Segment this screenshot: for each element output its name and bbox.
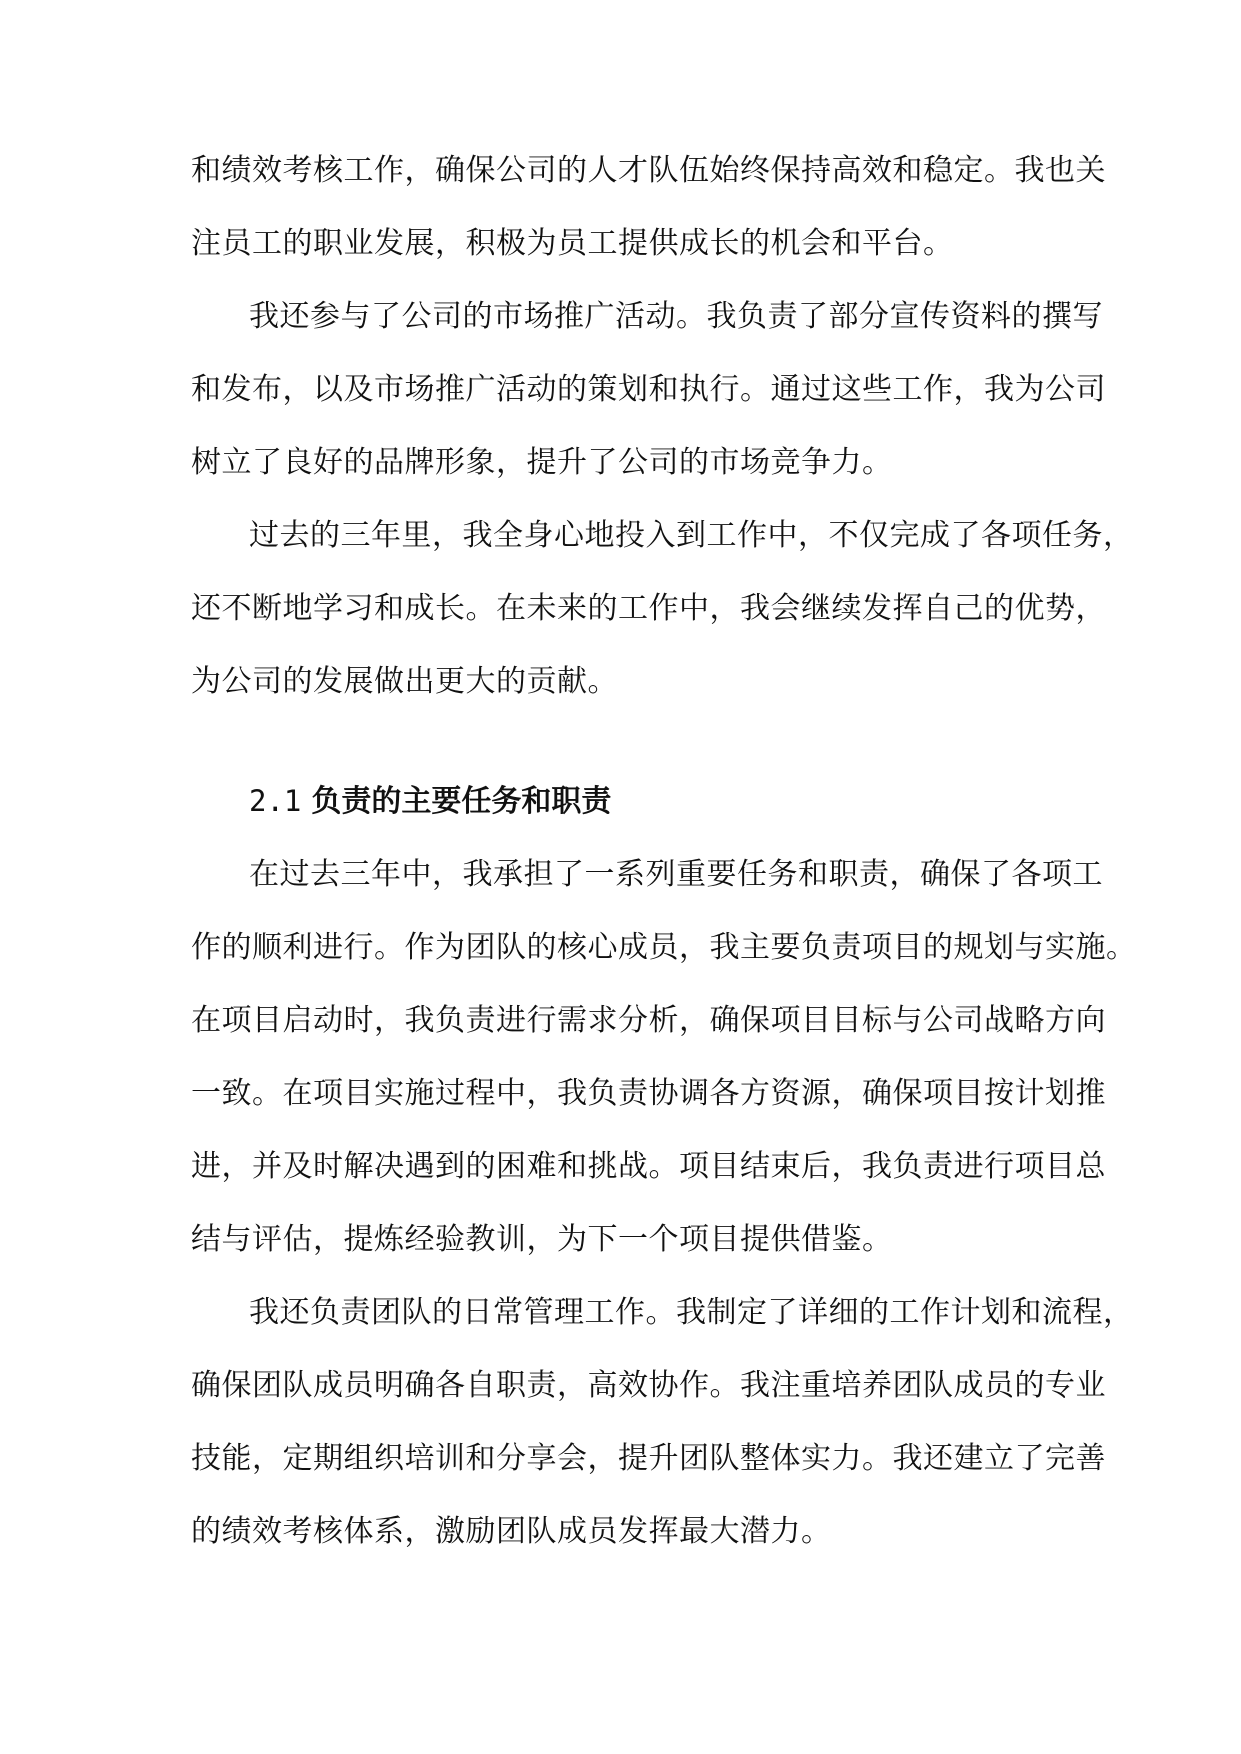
paragraph-hr-continuation — [191, 134, 1106, 280]
paragraph-line: 过去的三年里，我全身心地投入到工作中，不仅完成了各项任务， — [249, 518, 1134, 553]
paragraph-line: 我还负责团队的日常管理工作。我制定了详细的工作计划和流程， — [249, 1295, 1134, 1330]
paragraph-line: 在过去三年中，我承担了一系列重要任务和职责，确保了各项工 — [249, 857, 1103, 892]
paragraph-line: 确保团队成员明确各自职责，高效协作。我注重培养团队成员的专业 — [191, 1368, 1106, 1403]
paragraph-three-years — [191, 499, 1134, 718]
section-number: 2.1 — [249, 784, 302, 818]
paragraph-line: 进，并及时解决遇到的困难和挑战。项目结束后，我负责进行项目总 — [191, 1149, 1106, 1184]
paragraph-team-management — [191, 1276, 1134, 1568]
paragraph-line: 为公司的发展做出更大的贡献。 — [191, 664, 618, 699]
paragraph-line: 注员工的职业发展，积极为员工提供成长的机会和平台。 — [191, 226, 954, 261]
paragraph-responsibilities — [191, 838, 1137, 1276]
paragraph-line: 结与评估，提炼经验教训，为下一个项目提供借鉴。 — [191, 1222, 893, 1257]
paragraph-line: 一致。在项目实施过程中，我负责协调各方资源，确保项目按计划推 — [191, 1076, 1106, 1111]
paragraph-line: 还不断地学习和成长。在未来的工作中，我会继续发挥自己的优势， — [191, 591, 1106, 626]
section-title: 负责的主要任务和职责 — [311, 784, 612, 819]
section-heading — [191, 765, 1061, 838]
paragraph-line: 作的顺利进行。作为团队的核心成员，我主要负责项目的规划与实施。 — [191, 930, 1137, 965]
paragraph-line: 的绩效考核体系，激励团队成员发挥最大潜力。 — [191, 1514, 832, 1549]
paragraph-line: 和绩效考核工作，确保公司的人才队伍始终保持高效和稳定。我也关 — [191, 153, 1106, 188]
paragraph-line: 我还参与了公司的市场推广活动。我负责了部分宣传资料的撰写 — [249, 299, 1103, 334]
paragraph-line: 和发布，以及市场推广活动的策划和执行。通过这些工作，我为公司 — [191, 372, 1106, 407]
paragraph-line: 树立了良好的品牌形象，提升了公司的市场竞争力。 — [191, 445, 893, 480]
document-page — [191, 134, 1137, 1568]
paragraph-marketing — [191, 280, 1106, 499]
paragraph-line: 技能，定期组织培训和分享会，提升团队整体实力。我还建立了完善 — [191, 1441, 1106, 1476]
paragraph-line: 在项目启动时，我负责进行需求分析，确保项目目标与公司战略方向 — [191, 1003, 1106, 1038]
